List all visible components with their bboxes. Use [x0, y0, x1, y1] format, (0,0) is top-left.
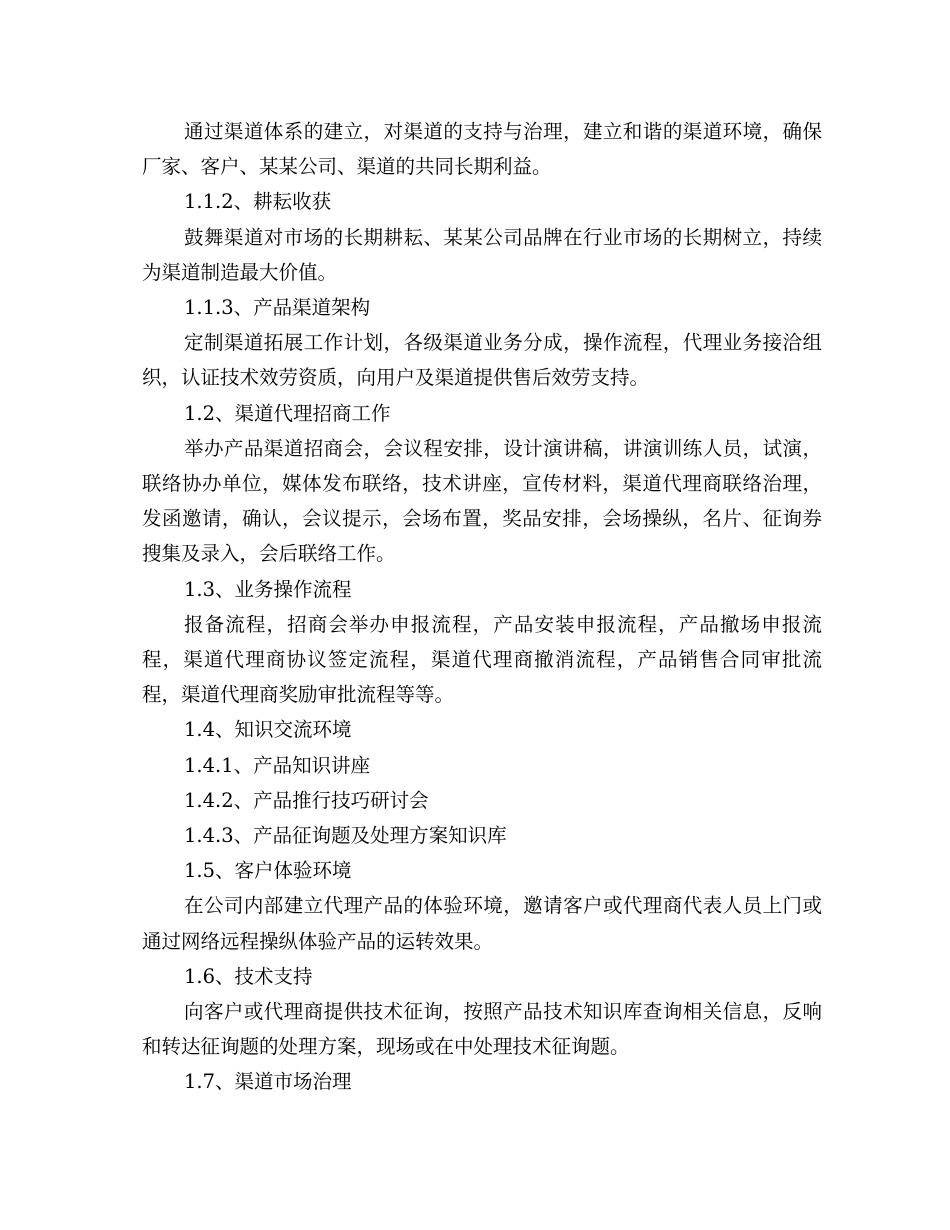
paragraph: 定制渠道拓展工作计划，各级渠道业务分成，操作流程，代理业务接洽组织，认证技术效劳资质，向用户及渠道提供售后效劳支持。 — [142, 331, 822, 390]
section-heading: 1.6、技术支持 — [184, 964, 313, 988]
section-heading: 1.3、业务操作流程 — [184, 577, 352, 601]
subsection-heading: 1.4.3、产品征询题及处理方案知识库 — [184, 824, 507, 848]
paragraph: 鼓舞渠道对市场的长期耕耘、某某公司品牌在行业市场的长期树立，持续为渠道制造最大价值。 — [142, 225, 822, 284]
subsection-heading: 1.4.2、产品推行技巧研讨会 — [184, 788, 429, 812]
paragraph: 在公司内部建立代理产品的体验环境，邀请客户或代理商代表人员上门或通过网络远程操纵体验产品的运转效果。 — [142, 894, 822, 953]
section-heading: 1.5、客户体验环境 — [184, 859, 352, 883]
paragraph: 举办产品渠道招商会，会议程安排，设计演讲稿，讲演训练人员，试演，联络协办单位，媒体发布联络，技术讲座，宣传材料，渠道代理商联络治理，发函邀请，确认，会议提示，会场布置，奖品安排，会场操纵，名片、征询券搜集及录入，会后联络工作。 — [142, 436, 822, 566]
section-heading: 1.1.2、耕耘收获 — [184, 190, 332, 214]
document-body — [142, 114, 822, 1100]
paragraph: 报备流程，招商会举办申报流程，产品安装申报流程，产品撤场申报流程，渠道代理商协议签定流程，渠道代理商撤消流程，产品销售合同审批流程，渠道代理商奖励审批流程等等。 — [142, 612, 822, 707]
section-heading: 1.1.3、产品渠道架构 — [184, 296, 371, 320]
paragraph: 通过渠道体系的建立，对渠道的支持与治理，建立和谐的渠道环境，确保厂家、客户、某某公司、渠道的共同长期利益。 — [142, 120, 822, 179]
paragraph: 向客户或代理商提供技术征询，按照产品技术知识库查询相关信息，反响和转达征询题的处理方案，现场或在中处理技术征询题。 — [142, 1000, 822, 1059]
section-heading: 1.4、知识交流环境 — [184, 718, 352, 742]
section-heading: 1.2、渠道代理招商工作 — [184, 401, 391, 425]
section-heading: 1.7、渠道市场治理 — [184, 1070, 352, 1094]
subsection-heading: 1.4.1、产品知识讲座 — [184, 753, 371, 777]
